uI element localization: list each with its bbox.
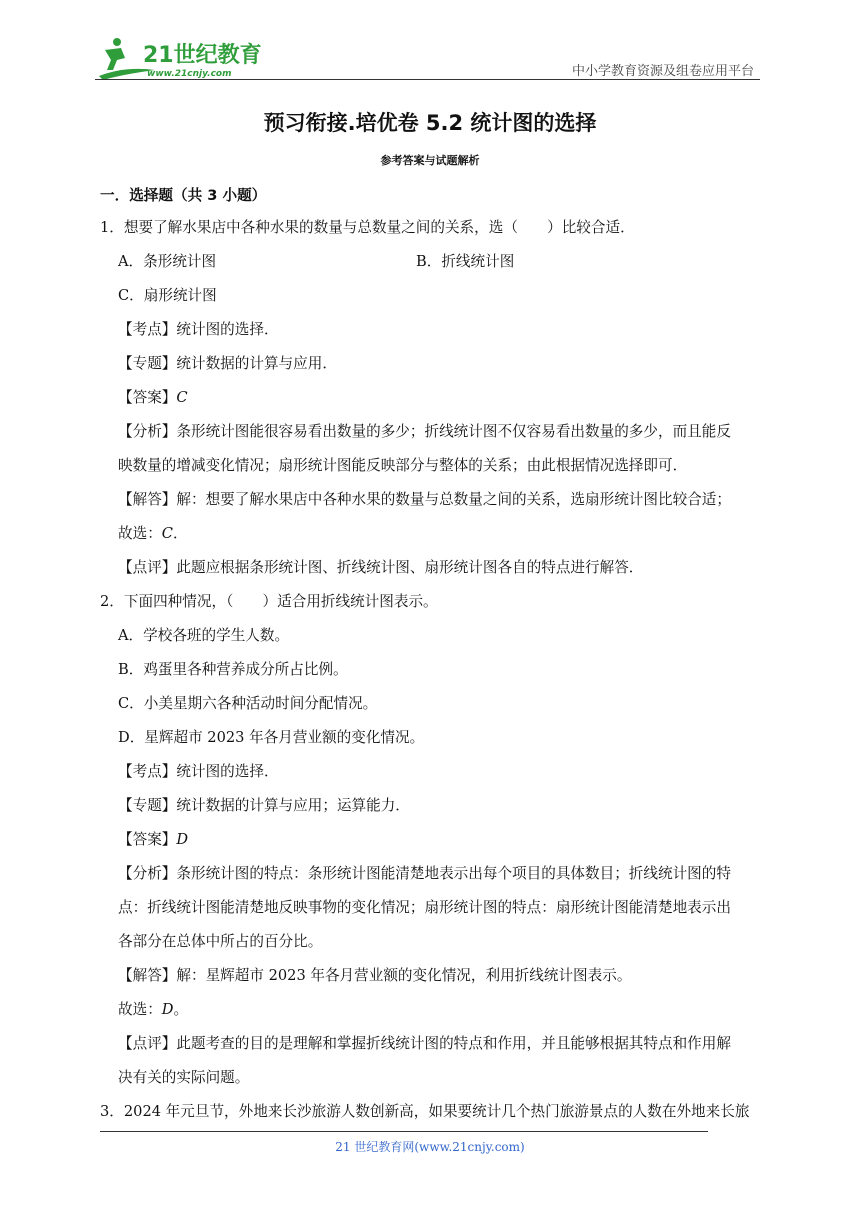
q2-option-c: C．小美星期六各种活动时间分配情况。: [118, 695, 378, 712]
footer-link[interactable]: 21 世纪教育网(www.21cnjy.com): [335, 1140, 525, 1154]
dianping-tag: 【点评】: [118, 1035, 177, 1052]
dianping-tag: 【点评】: [118, 559, 177, 576]
q2-fenxi-line2: 点：折线统计图能清楚地反映事物的变化情况；扇形统计图的特点：扇形统计图能清楚地表示出: [118, 899, 731, 916]
q2-jieda-line1: [118, 966, 631, 986]
answer-tag: 【答案】: [118, 389, 177, 406]
q1-jieda-line2: [118, 524, 188, 544]
q3-stem: 3．2024 年元旦节，外地来长沙旅游人数创新高，如果要统计几个热门旅游景点的人数在外地来长旅: [100, 1103, 750, 1120]
q1-kaodian: [118, 320, 279, 340]
kaodian-tag: 【考点】: [118, 321, 177, 338]
jieda-text: 解：想要了解水果店中各种水果的数量与总数量之间的关系，选扇形统计图比较合适；: [176, 491, 731, 508]
platform-name: 中小学教育资源及组卷应用平台: [571, 64, 754, 79]
answer-value: C: [176, 389, 188, 406]
logo-url: www.21cnjy.com: [147, 69, 232, 79]
q2-dianping-line2: 决有关的实际问题。: [118, 1069, 250, 1086]
zhuanti-tag: 【专题】: [118, 797, 177, 814]
q2-option-b: B．鸡蛋里各种营养成分所占比例。: [118, 661, 348, 678]
fenxi-text: 条形统计图能很容易看出数量的多少；折线统计图不仅容易看出数量的多少，而且能反: [176, 423, 731, 440]
kaodian-tag: 【考点】: [118, 763, 177, 780]
q1-stem: 1．想要了解水果店中各种水果的数量与总数量之间的关系，选（ ）比较合适．: [100, 219, 635, 236]
answer-tag: 【答案】: [118, 831, 177, 848]
q2-kaodian: [118, 762, 279, 782]
answer-value: D: [176, 831, 189, 848]
q2-option-d: D．星辉超市 2023 年各月营业额的变化情况。: [118, 729, 425, 746]
jieda-choice-answer: C: [161, 525, 173, 542]
q1-fenxi-line1: [118, 422, 763, 442]
jieda-choice-answer: D: [161, 1001, 174, 1018]
kaodian-text: 统计图的选择．: [176, 321, 279, 338]
q2-answer: [118, 830, 188, 850]
q2-jieda-line2: [118, 1000, 188, 1020]
dianping-text: 此题应根据条形统计图、折线统计图、扇形统计图各自的特点进行解答．: [176, 559, 644, 576]
page-subtitle: 参考答案与试题解析: [380, 154, 480, 167]
fenxi-text: 条形统计图的特点：条形统计图能清楚地表示出每个项目的具体数目；折线统计图的特: [176, 865, 731, 882]
jieda-tag: 【解答】: [118, 491, 177, 508]
footer-divider: [100, 1131, 708, 1132]
jieda-choice-suffix: ．: [172, 525, 188, 542]
q2-dianping-line1: [118, 1034, 731, 1054]
zhuanti-tag: 【专题】: [118, 355, 177, 372]
zhuanti-text: 统计数据的计算与应用；运算能力．: [176, 797, 410, 814]
jieda-choice-prefix: 故选：: [118, 1001, 162, 1018]
q1-option-b: B．折线统计图: [416, 253, 515, 270]
q2-fenxi-line3: 各部分在总体中所占的百分比。: [118, 933, 323, 950]
jieda-text: 解：星辉超市 2023 年各月营业额的变化情况，利用折线统计图表示。: [176, 967, 632, 984]
page-title: 预习衔接.培优卷 5.2 统计图的选择: [263, 111, 597, 135]
q2-zhuanti: [118, 796, 410, 816]
jieda-tag: 【解答】: [118, 967, 177, 984]
q1-jieda-line1: [118, 490, 731, 510]
zhuanti-text: 统计数据的计算与应用．: [176, 355, 337, 372]
q1-zhuanti: [118, 354, 337, 374]
q1-answer: [118, 388, 188, 408]
kaodian-text: 统计图的选择．: [176, 763, 279, 780]
page-header: [0, 0, 860, 90]
q1-dianping: [118, 558, 643, 578]
q2-fenxi-line1: [118, 864, 731, 884]
fenxi-tag: 【分析】: [118, 423, 177, 440]
section-heading: 一．选择题（共 3 小题）: [100, 187, 267, 204]
logo-text: 21世纪教育: [143, 43, 262, 68]
q1-option-a: A．条形统计图: [118, 253, 217, 270]
q1-option-c: C．扇形统计图: [118, 287, 217, 304]
q2-stem: 2．下面四种情况，（ ）适合用折线统计图表示。: [100, 593, 438, 610]
q1-fenxi-line2: 映数量的增减变化情况；扇形统计图能反映部分与整体的关系；由此根据情况选择即可．: [118, 457, 688, 474]
q2-option-a: A．学校各班的学生人数。: [118, 627, 290, 644]
header-divider: [95, 79, 760, 80]
jieda-choice-suffix: 。: [173, 1001, 189, 1018]
dianping-text: 此题考查的目的是理解和掌握折线统计图的特点和作用，并且能够根据其特点和作用解: [176, 1035, 731, 1052]
fenxi-tag: 【分析】: [118, 865, 177, 882]
21cnjy-logo: [95, 36, 265, 82]
jieda-choice-prefix: 故选：: [118, 525, 162, 542]
